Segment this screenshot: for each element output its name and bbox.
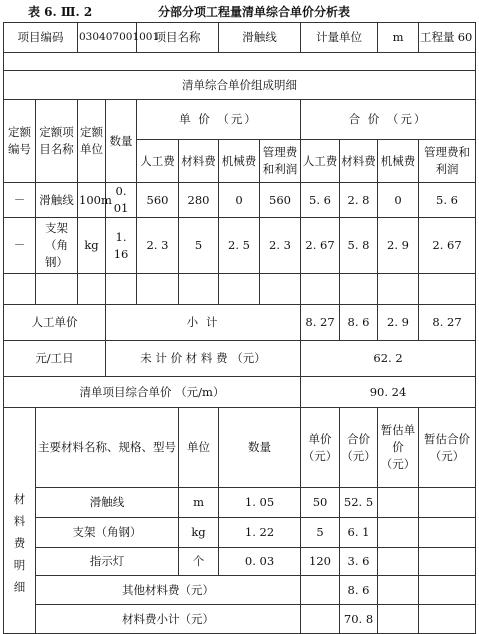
col-quota-code: 定额编号 (4, 100, 36, 183)
labor-price-unit: 元/工日 (4, 341, 106, 377)
material-unit: kg (179, 518, 219, 548)
col-material-qty: 数量 (219, 408, 301, 488)
material-subtotal-label: 材料费小计（元） (36, 605, 301, 634)
row-qty: 1. 16 (106, 218, 137, 274)
other-material-label: 其他材料费（元） (36, 576, 301, 605)
col-material-unit: 单位 (179, 408, 219, 488)
material-est-total (419, 518, 476, 548)
code-value: 030407001001 (78, 23, 137, 53)
sub-unit-machine: 机械费 (219, 140, 260, 183)
unpriced-label: 未 计 价 材 料 费 （元） (106, 341, 301, 377)
table-row (4, 218, 476, 274)
sub-unit-mgmt: 管理费和利润 (260, 140, 301, 183)
subtotal-label: 小 计 (106, 305, 301, 341)
material-qty: 1. 22 (219, 518, 301, 548)
col-material-uprice: 单价（元） (301, 408, 340, 488)
table-row (4, 518, 476, 548)
col-material-est-total: 暂估合价（元） (419, 408, 476, 488)
material-total: 6. 1 (340, 518, 378, 548)
name-label: 项目名称 (137, 23, 219, 53)
spacer-row (4, 53, 476, 71)
material-qty: 1. 05 (219, 488, 301, 518)
total-row (4, 377, 476, 408)
row-code: － (4, 183, 36, 218)
row-unit-mgmt: 2. 3 (260, 218, 301, 274)
row-name: 支架（角钢） (36, 218, 78, 274)
labor-price-label: 人工单价 (4, 305, 106, 341)
materials-side-text: 材料费明细 (13, 491, 26, 594)
material-name: 支架（角钢） (36, 518, 179, 548)
material-subtotal-row (4, 605, 476, 634)
material-subtotal-uprice (301, 605, 340, 634)
row-unit-mgmt: 560 (260, 183, 301, 218)
col-quota-unit: 定额单位 (78, 100, 106, 183)
row-total-mgmt: 2. 67 (419, 218, 476, 274)
material-name: 滑触线 (36, 488, 179, 518)
material-est-uprice (378, 488, 419, 518)
group-total: 合 价 （元） (301, 100, 476, 140)
material-unit: m (179, 488, 219, 518)
col-quota-name: 定额项目名称 (36, 100, 78, 183)
sub-total-labor: 人工费 (301, 140, 340, 183)
table-row (4, 548, 476, 576)
row-unit: kg (78, 218, 106, 274)
other-material-value: 8. 6 (340, 576, 378, 605)
material-subtotal-est-uprice (378, 605, 419, 634)
material-uprice: 120 (301, 548, 340, 576)
material-unit: 个 (179, 548, 219, 576)
material-est-total (419, 548, 476, 576)
sub-unit-material: 材料费 (179, 140, 219, 183)
sub-total-material: 材料费 (340, 140, 378, 183)
sub-total-mgmt: 管理费和利润 (419, 140, 476, 183)
total-label: 清单项目综合单价 （元/m） (4, 377, 301, 408)
table-number: 表 6. Ⅲ. 2 (28, 5, 93, 19)
row-total-labor: 5. 6 (301, 183, 340, 218)
col-material-total: 合价（元） (340, 408, 378, 488)
row-unit-material: 280 (179, 183, 219, 218)
materials-side-label (4, 408, 36, 634)
composition-title-row (4, 71, 476, 100)
material-uprice: 50 (301, 488, 340, 518)
code-label: 项目编码 (4, 23, 78, 53)
info-row (4, 23, 476, 53)
col-material-name: 主要材料名称、规格、型号 (36, 408, 179, 488)
material-name: 指示灯 (36, 548, 179, 576)
row-total-labor: 2. 67 (301, 218, 340, 274)
sub-unit-labor: 人工费 (137, 140, 179, 183)
row-total-machine: 0 (378, 183, 419, 218)
row-qty: 0. 01 (106, 183, 137, 218)
subtotal-machine: 2. 9 (378, 305, 419, 341)
row-name: 滑触线 (36, 183, 78, 218)
material-est-uprice (378, 518, 419, 548)
row-total-material: 2. 8 (340, 183, 378, 218)
other-material-uprice (301, 576, 340, 605)
material-qty: 0. 03 (219, 548, 301, 576)
table-caption (0, 0, 479, 22)
subtotal-labor: 8. 27 (301, 305, 340, 341)
materials-header-row (4, 408, 476, 488)
col-quantity: 数量 (106, 100, 137, 183)
col-material-est-uprice: 暂估单价（元） (378, 408, 419, 488)
material-total: 3. 6 (340, 548, 378, 576)
subtotal-row (4, 305, 476, 341)
empty-row (4, 274, 476, 305)
other-material-row (4, 576, 476, 605)
unit-label: 计量单位 (301, 23, 378, 53)
qty-label: 工程量 (420, 30, 455, 44)
material-uprice: 5 (301, 518, 340, 548)
unpriced-row (4, 341, 476, 377)
unit-price-analysis-table (3, 22, 476, 634)
sub-total-machine: 机械费 (378, 140, 419, 183)
qty-value: 60 (457, 30, 473, 44)
group-unit-price: 单 价 （元） (137, 100, 301, 140)
total-value: 90. 24 (301, 377, 476, 408)
composition-title: 清单综合单价组成明细 (4, 71, 476, 100)
other-material-est-total (419, 576, 476, 605)
row-unit-labor: 560 (137, 183, 179, 218)
subtotal-mgmt: 8. 27 (419, 305, 476, 341)
material-total: 52. 5 (340, 488, 378, 518)
row-unit-labor: 2. 3 (137, 218, 179, 274)
row-unit-material: 5 (179, 218, 219, 274)
table-row (4, 183, 476, 218)
table-title: 分部分项工程量清单综合单价分析表 (158, 5, 351, 19)
row-unit: 100m (78, 183, 106, 218)
material-est-total (419, 488, 476, 518)
material-est-uprice (378, 548, 419, 576)
material-subtotal-value: 70. 8 (340, 605, 378, 634)
subtotal-material: 8. 6 (340, 305, 378, 341)
row-unit-machine: 2. 5 (219, 218, 260, 274)
row-code: － (4, 218, 36, 274)
qty-cell (419, 23, 476, 53)
row-total-machine: 2. 9 (378, 218, 419, 274)
unit-value: m (378, 23, 419, 53)
other-material-est-uprice (378, 576, 419, 605)
row-total-material: 5. 8 (340, 218, 378, 274)
row-total-mgmt: 5. 6 (419, 183, 476, 218)
row-unit-machine: 0 (219, 183, 260, 218)
unpriced-value: 62. 2 (301, 341, 476, 377)
material-subtotal-est-total (419, 605, 476, 634)
composition-header-row (4, 100, 476, 140)
name-value: 滑触线 (219, 23, 301, 53)
table-row (4, 488, 476, 518)
